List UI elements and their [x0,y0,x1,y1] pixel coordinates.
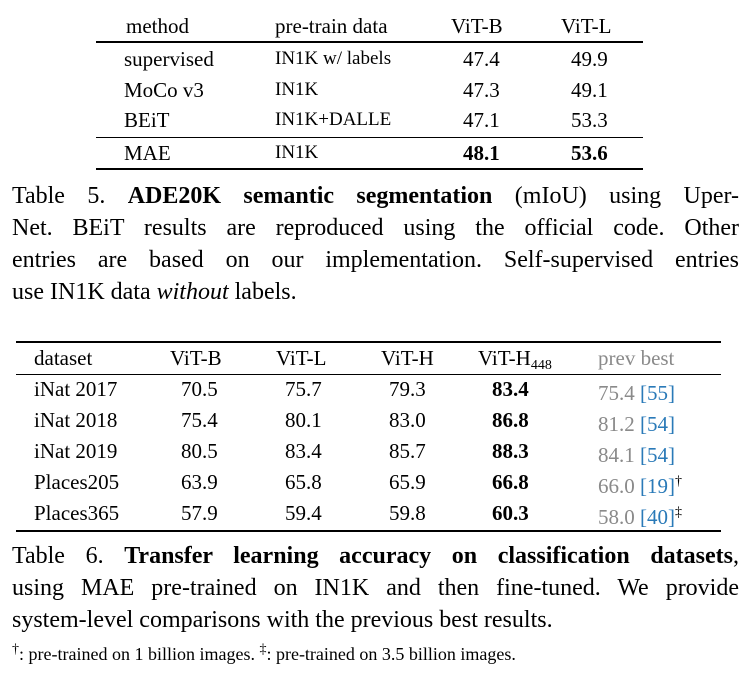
t5-row-data: IN1K [275,79,319,100]
t6-row-cite[interactable]: [55] [640,381,675,405]
t6-row-prev-value: 58.0 [598,505,635,529]
t6-row-vith448: 60.3 [492,501,529,525]
t6-footnote-mark2: ‡ [259,642,267,657]
t5-row-data: IN1K+DALLE [275,109,392,130]
t5-row-method: supervised [124,47,214,71]
t5-row-data: IN1K w/ labels [275,48,392,69]
t6-footnote-text2: : pre-trained on 3.5 billion images. [266,644,516,664]
t6-row-prev-value: 84.1 [598,443,635,467]
t6-row-vith: 79.3 [389,377,426,401]
t5-caption-line2: Net. BEiT results are reproduced using the official code. Other [12,215,739,241]
t5-mae-rule [96,137,643,138]
t6-footnote-mark1: † [12,642,19,657]
t6-header-dataset: dataset [34,346,93,370]
t6-caption-line1 [12,540,739,572]
t6-caption-rest: , [732,543,739,569]
t5-row-vitb: 47.3 [463,78,500,102]
t5-row-data: IN1K [275,142,319,163]
t6-header-prev: prev best [598,346,675,370]
t6-row-vith: 59.8 [389,501,426,525]
t5-row-method: MAE [124,141,171,165]
t6-caption-bold: Transfer learning accuracy on classification datasets [124,543,733,569]
t6-row-vitl: 75.7 [285,377,322,401]
t6-row-vith448: 66.8 [492,470,529,494]
t5-header-vitl: ViT-L [561,14,612,38]
t5-caption-bold: ADE20K semantic segmentation [127,183,493,209]
t6-row-dataset: Places365 [34,501,120,525]
t6-row-vitl: 65.8 [285,470,322,494]
t5-row-vitl: 49.9 [571,47,608,71]
t6-row-cite[interactable]: [54] [640,443,675,467]
table5-caption [12,180,739,308]
t6-row-prev [598,470,682,498]
t5-caption-label: Table 5. [12,183,128,209]
t5-row-vitl: 49.1 [571,78,608,102]
t6-bottom-rule [16,530,721,532]
t6-row-vitl: 59.4 [285,501,322,525]
t6-row-vitl: 80.1 [285,408,322,432]
t6-header-vith448-sub: 448 [530,358,552,373]
t5-row-vitb: 47.4 [463,47,500,71]
t6-top-rule [16,341,721,343]
t6-caption-line2: using MAE pre-trained on IN1K and then fine-tuned. We provide [12,575,739,601]
t6-header-vith448-main: ViT-H [478,346,531,370]
t6-row-vith: 65.9 [389,470,426,494]
t5-header-rule [96,41,643,43]
t6-row-mark: † [675,474,682,489]
t6-row-vith448: 83.4 [492,377,529,401]
t6-row-cite[interactable]: [40] [640,505,675,529]
t6-row-dataset: iNat 2019 [34,439,118,463]
t5-row-vitl: 53.6 [571,141,608,165]
t6-row-cite[interactable]: [54] [640,412,675,436]
t5-row-vitb: 47.1 [463,108,500,132]
t6-row-vitl: 83.4 [285,439,322,463]
t6-row-prev-value: 81.2 [598,412,635,436]
t6-row-prev-value: 66.0 [598,474,635,498]
t6-footnote-text1: : pre-trained on 1 billion images. [19,644,260,664]
t5-header-method: method [126,14,189,38]
t6-row-vitb: 57.9 [181,501,218,525]
t5-row-vitl: 53.3 [571,108,608,132]
t6-row-cite[interactable]: [19] [640,474,675,498]
t5-row-vitb: 48.1 [463,141,500,165]
t6-row-dataset: Places205 [34,470,120,494]
t5-caption-line3: entries are based on our implementation. Self-supervised entries [12,247,739,273]
t6-header-vitl: ViT-L [276,346,327,370]
t6-header-rule [16,374,721,375]
t6-row-vith448: 86.8 [492,408,529,432]
t5-header-pretrain: pre-train data [275,14,388,38]
t5-row-method: MoCo v3 [124,78,204,102]
t6-row-vitb: 80.5 [181,439,218,463]
t6-row-prev [598,439,675,467]
t6-row-prev-value: 75.4 [598,381,635,405]
t6-row-mark: ‡ [675,505,682,520]
t6-caption-label: Table 6. [12,543,125,569]
t5-header-vitb: ViT-B [451,14,503,38]
t6-row-vith448: 88.3 [492,439,529,463]
t6-header-vith: ViT-H [381,346,434,370]
t5-caption-italic: without [156,279,229,305]
t6-row-vitb: 75.4 [181,408,218,432]
t6-footnote [12,634,739,670]
t5-row-method: BEiT [124,108,170,132]
t6-row-dataset: iNat 2017 [34,377,118,401]
t6-row-prev [598,377,675,405]
t6-caption-line3: system-level comparisons with the previous best results. [12,607,553,633]
t5-caption-line1 [12,180,739,212]
t6-row-dataset: iNat 2018 [34,408,118,432]
t5-bottom-rule [96,168,643,170]
t6-row-vith: 83.0 [389,408,426,432]
t5-caption-line4 [12,276,739,308]
table6-caption [12,540,739,670]
t6-header-vitb: ViT-B [170,346,222,370]
t6-row-prev [598,408,675,436]
t6-row-vith: 85.7 [389,439,426,463]
t6-row-vitb: 63.9 [181,470,218,494]
t5-caption-line4-pre: use IN1K data [12,279,157,305]
t6-row-vitb: 70.5 [181,377,218,401]
t6-row-prev [598,501,682,529]
t5-caption-rest: (mIoU) using Uper- [492,183,739,209]
t5-caption-line4-post: labels. [228,279,297,305]
